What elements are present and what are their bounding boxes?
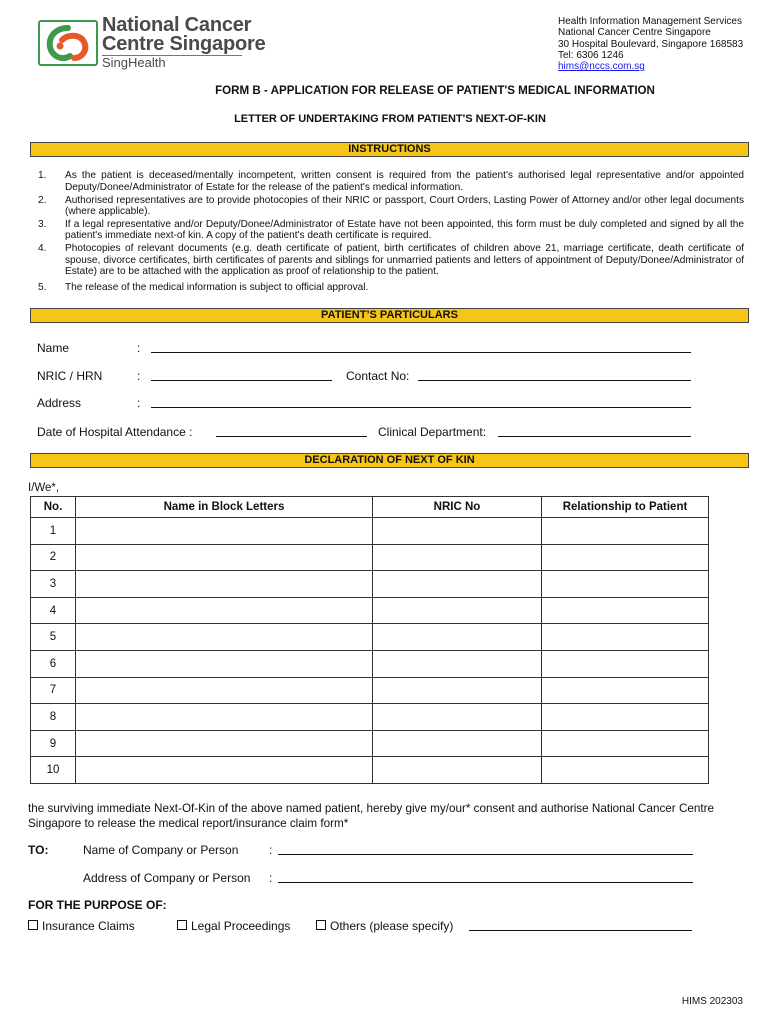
table-row (31, 730, 709, 757)
header-address (558, 16, 743, 72)
form-title: FORM B - APPLICATION FOR RELEASE OF PATIENT'S MEDICAL INFORMATION (215, 84, 655, 97)
name-cell[interactable] (76, 757, 373, 784)
relationship-cell[interactable] (542, 757, 709, 784)
row-number: 8 (31, 704, 76, 731)
row-number: 4 (31, 597, 76, 624)
form-subtitle: LETTER OF UNDERTAKING FROM PATIENT'S NEXT-OF-KIN (234, 113, 546, 125)
instruction-number: 3. (38, 218, 47, 230)
relationship-cell[interactable] (542, 730, 709, 757)
name-cell[interactable] (76, 704, 373, 731)
insurance-checkbox[interactable] (28, 920, 38, 930)
particulars-heading: PATIENT’S PARTICULARS (30, 308, 749, 323)
nric-cell[interactable] (373, 597, 542, 624)
instruction-text: If a legal representative and/or Deputy/Donee/Administrator of Estate have not been appointed, this form must be duly completed and signed by all the patient's immediate next-of kin. A copy of the patient's death certificate is required. (65, 218, 744, 241)
instructions-heading: INSTRUCTIONS (30, 142, 749, 157)
name-label: Name (37, 341, 70, 355)
logo-text-line3: SingHealth (102, 55, 166, 70)
option-insurance[interactable] (28, 919, 135, 933)
nric-cell[interactable] (373, 544, 542, 571)
table-row (31, 757, 709, 784)
instruction-number: 1. (38, 170, 47, 181)
row-number: 3 (31, 571, 76, 598)
department-field[interactable] (498, 425, 691, 437)
instruction-number: 4. (38, 243, 47, 254)
name-cell[interactable] (76, 571, 373, 598)
insurance-label: Insurance Claims (42, 919, 135, 933)
street-address: 30 Hospital Boulevard, Singapore 168583 (558, 38, 744, 50)
legal-label: Legal Proceedings (191, 919, 291, 933)
instruction-text: Photocopies of relevant documents (e.g. death certificate of patient, birth certificates of children above 21, marriage certificate, death certificate of spouse, divorce certificates, birth certificates of parents and siblings for unmarried patients and letters of appointment of Deputy/Donee/Administrator of Estate) are to be attached with the application as proof of relationship to the patient. (65, 243, 744, 277)
row-number: 6 (31, 650, 76, 677)
nric-cell[interactable] (373, 677, 542, 704)
instruction-text: Authorised representatives are to provide photocopies of their NRIC or passport, Court Orders, Lasting Power of Attorney and/or other legal documents (where applicable). (65, 194, 744, 217)
logo-text-line2: Centre Singapore (102, 33, 266, 55)
company-label: Name of Company or Person (83, 843, 239, 857)
option-others[interactable] (316, 919, 453, 933)
nric-field[interactable] (151, 369, 332, 381)
table-row (31, 597, 709, 624)
department-label: Clinical Department: (378, 425, 487, 439)
company-address-label: Address of Company or Person (83, 871, 251, 885)
others-checkbox[interactable] (316, 920, 326, 930)
table-row (31, 571, 709, 598)
attendance-date-field[interactable] (216, 425, 367, 437)
instruction-number: 5. (38, 282, 47, 293)
col-no: No. (31, 497, 76, 518)
name-field[interactable] (151, 341, 691, 353)
name-cell[interactable] (76, 677, 373, 704)
table-row (31, 544, 709, 571)
to-label: TO: (28, 843, 49, 857)
nric-label: NRIC / HRN (37, 369, 103, 383)
name-cell[interactable] (76, 544, 373, 571)
instruction-text: As the patient is deceased/mentally incompetent, written consent is required from the patient's authorised legal representative and/or appointed Deputy/Donee/Administrator of Estate for the release of the patient's medical information. (65, 170, 744, 193)
row-number: 9 (31, 730, 76, 757)
row-number: 10 (31, 757, 76, 784)
option-legal[interactable] (177, 919, 290, 933)
consent-text: the surviving immediate Next-Of-Kin of the above named patient, hereby give my/our* consent and authorise National Cancer Centre Singapore to release the medical report/insurance claim form* (28, 802, 715, 830)
nric-cell[interactable] (373, 571, 542, 598)
name-cell[interactable] (76, 597, 373, 624)
relationship-cell[interactable] (542, 544, 709, 571)
name-cell[interactable] (76, 518, 373, 545)
company-colon: : (269, 843, 273, 857)
relationship-cell[interactable] (542, 677, 709, 704)
address-field[interactable] (151, 396, 691, 408)
table-row (31, 677, 709, 704)
nric-cell[interactable] (373, 757, 542, 784)
relationship-cell[interactable] (542, 624, 709, 651)
email-link[interactable]: hims@nccs.com.sg (558, 61, 645, 73)
relationship-cell[interactable] (542, 597, 709, 624)
org-name: National Cancer Centre Singapore (558, 27, 711, 39)
relationship-cell[interactable] (542, 571, 709, 598)
name-cell[interactable] (76, 730, 373, 757)
name-cell[interactable] (76, 650, 373, 677)
declaration-heading: DECLARATION OF NEXT OF KIN (30, 453, 749, 468)
form-code: HIMS 202303 (681, 996, 743, 1007)
name-cell[interactable] (76, 624, 373, 651)
row-number: 1 (31, 518, 76, 545)
row-number: 2 (31, 544, 76, 571)
nric-cell[interactable] (373, 704, 542, 731)
instruction-number: 2. (38, 194, 47, 206)
nccs-logo (38, 20, 98, 66)
company-address-colon: : (269, 871, 273, 885)
row-number: 7 (31, 677, 76, 704)
table-row (31, 650, 709, 677)
others-label: Others (please specify) (330, 919, 454, 933)
nric-cell[interactable] (373, 518, 542, 545)
telephone: Tel: 6306 1246 (558, 49, 624, 61)
name-colon: : (137, 341, 141, 355)
relationship-cell[interactable] (542, 518, 709, 545)
instruction-text: The release of the medical information is subject to official approval. (65, 282, 369, 293)
contact-field[interactable] (418, 369, 691, 381)
row-number: 5 (31, 624, 76, 651)
col-nric: NRIC No (373, 497, 542, 518)
contact-label: Contact No: (346, 369, 410, 383)
relationship-cell[interactable] (542, 650, 709, 677)
dept-name: Health Information Management Services (558, 16, 742, 27)
company-address-field[interactable] (278, 871, 693, 883)
nric-cell[interactable] (373, 730, 542, 757)
relationship-cell[interactable] (542, 704, 709, 731)
instructions-list (38, 170, 744, 295)
attendance-label: Date of Hospital Attendance : (37, 425, 193, 439)
address-label: Address (37, 396, 82, 410)
declaration-intro: I/We*, (28, 482, 60, 494)
legal-checkbox[interactable] (177, 920, 187, 930)
table-row (31, 704, 709, 731)
others-specify-field[interactable] (469, 919, 692, 931)
col-name: Name in Block Letters (76, 497, 373, 518)
nric-colon: : (137, 369, 141, 383)
table-row (31, 518, 709, 545)
address-colon: : (137, 396, 141, 410)
col-relationship: Relationship to Patient (542, 497, 709, 518)
logo-text-line1: National Cancer (102, 14, 252, 36)
purpose-heading: FOR THE PURPOSE OF: (28, 898, 167, 912)
company-field[interactable] (278, 843, 693, 855)
nric-cell[interactable] (373, 650, 542, 677)
next-of-kin-table (30, 496, 709, 784)
table-row (31, 624, 709, 651)
nric-cell[interactable] (373, 624, 542, 651)
